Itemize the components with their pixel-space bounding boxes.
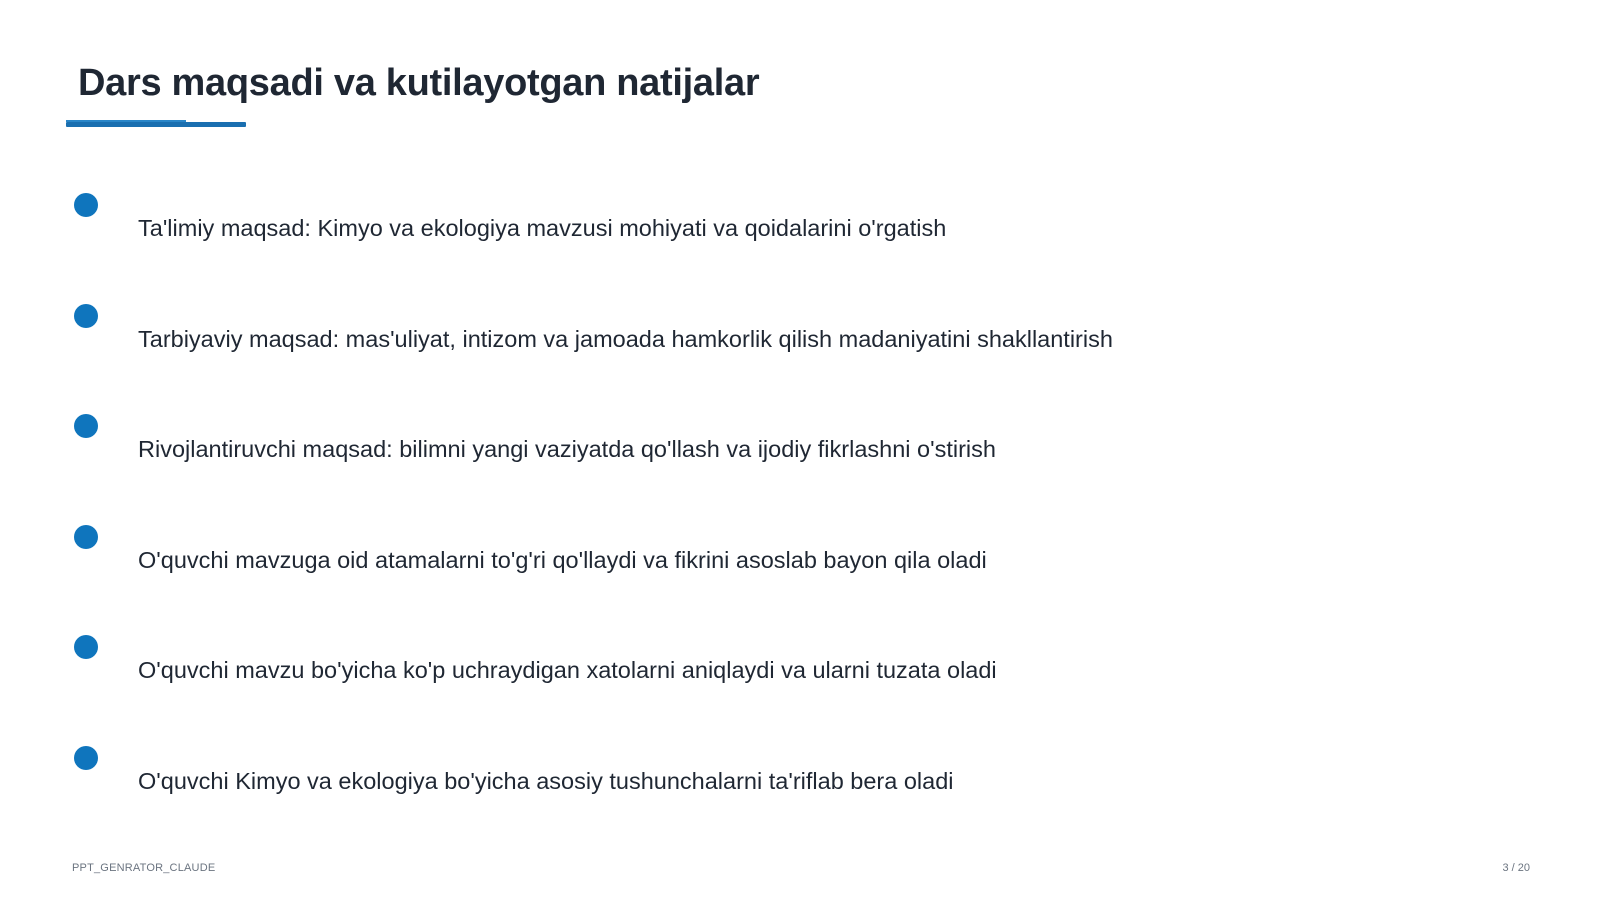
list-item <box>0 193 1600 273</box>
slide-title: Dars maqsadi va kutilayotgan natijalar <box>78 62 760 104</box>
list-item-text: O'quvchi mavzuga oid atamalarni to'g'ri qo'llaydi va fikrini asoslab bayon qila oladi <box>138 547 987 573</box>
list-item-text: Ta'limiy maqsad: Kimyo va ekologiya mavzusi mohiyati va qoidalarini o'rgatish <box>138 215 947 241</box>
list-item <box>0 525 1600 605</box>
bullet-dot-icon <box>74 304 98 328</box>
list-item-text: Rivojlantiruvchi maqsad: bilimni yangi vaziyatda qo'llash va ijodiy fikrlashni o'stirish <box>138 436 996 462</box>
list-item <box>0 635 1600 715</box>
list-item <box>0 746 1600 826</box>
list-item-text: O'quvchi Kimyo va ekologiya bo'yicha asosiy tushunchalarni ta'riflab bera oladi <box>138 768 954 794</box>
page-number: 3 / 20 <box>1502 862 1530 874</box>
bullet-dot-icon <box>74 635 98 659</box>
list-item <box>0 414 1600 494</box>
bullet-dot-icon <box>74 414 98 438</box>
list-item <box>0 304 1600 384</box>
footer-generator-label: PPT_GENRATOR_CLAUDE <box>72 862 216 874</box>
list-item-text: O'quvchi mavzu bo'yicha ko'p uchraydigan xatolarni aniqlaydi va ularni tuzata oladi <box>138 657 997 683</box>
list-item-text: Tarbiyaviy maqsad: mas'uliyat, intizom va jamoada hamkorlik qilish madaniyatini shakllantirish <box>138 326 1113 352</box>
bullet-dot-icon <box>74 525 98 549</box>
bullet-dot-icon <box>74 193 98 217</box>
bullet-dot-icon <box>74 746 98 770</box>
